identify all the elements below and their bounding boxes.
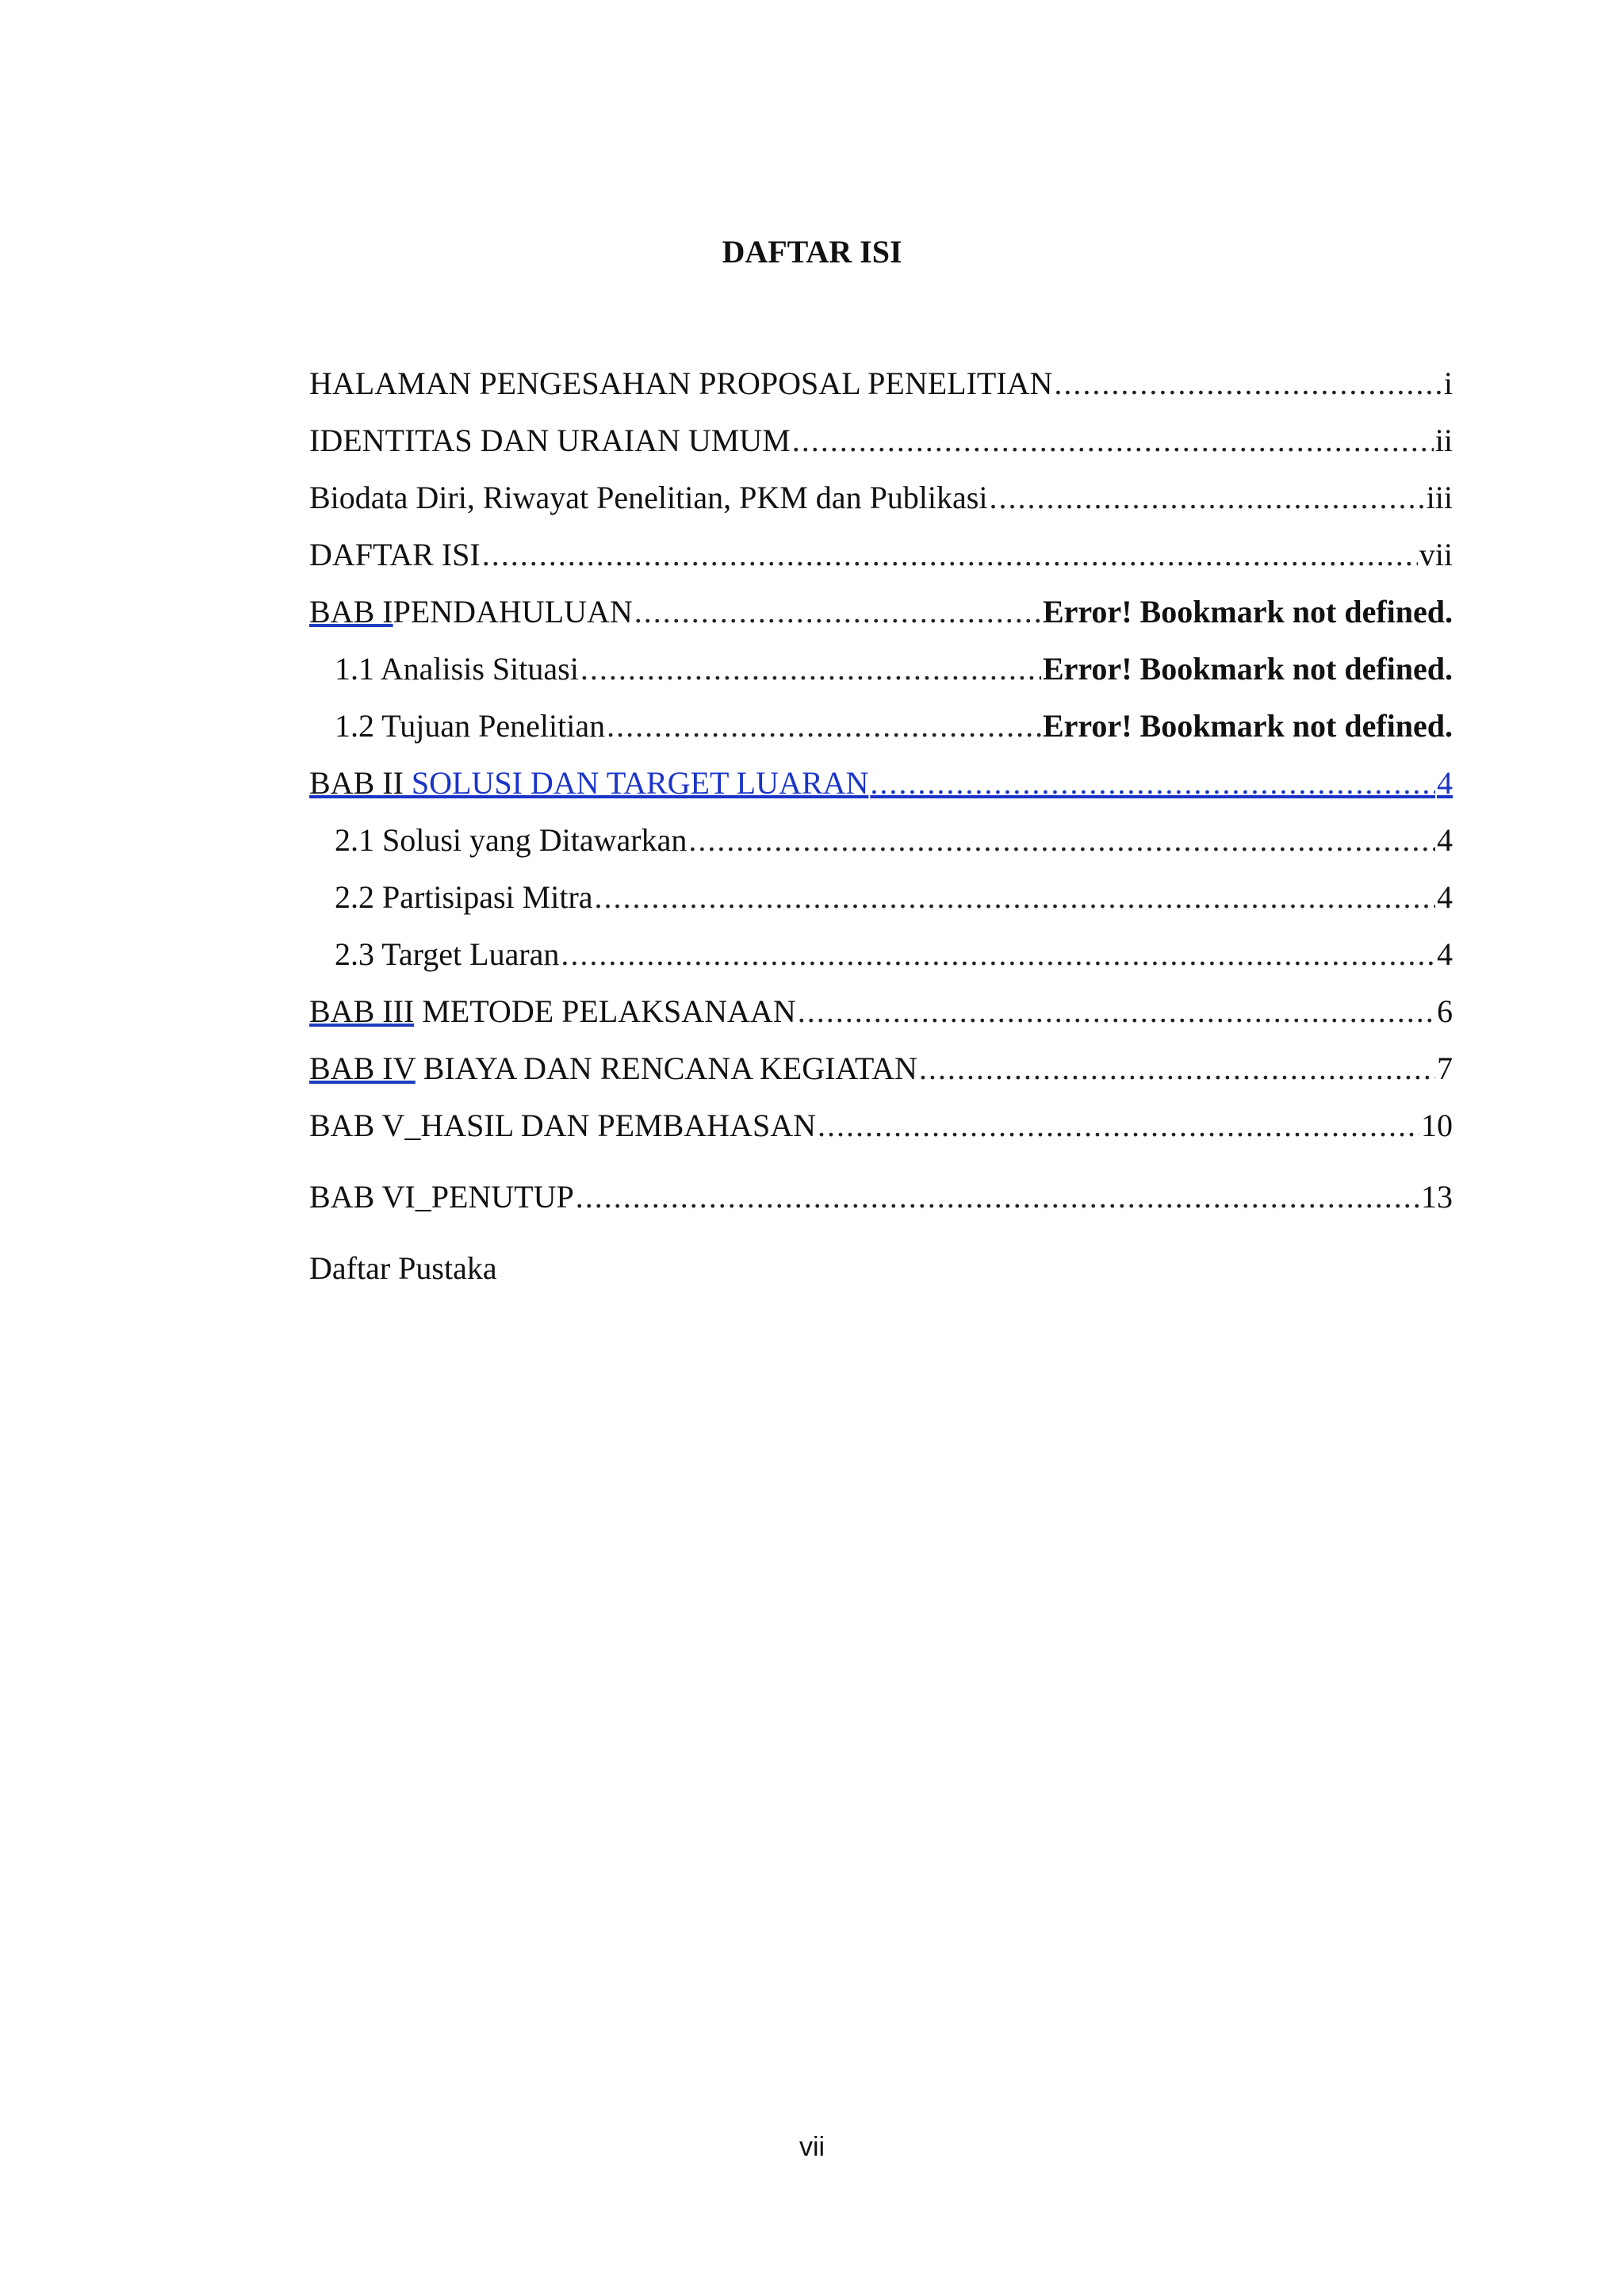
toc-entry-prefix: BAB I <box>309 594 393 629</box>
dot-leader <box>607 706 1041 747</box>
dot-leader <box>595 877 1435 918</box>
toc-entry-bab-3[interactable] <box>309 991 1453 1048</box>
toc-entry-title <box>309 763 868 804</box>
toc-entry-1-1[interactable] <box>309 649 1453 706</box>
toc-entry-2-1[interactable] <box>309 820 1453 877</box>
toc-entry-identitas[interactable] <box>309 420 1453 477</box>
toc-entry-title <box>309 991 796 1032</box>
toc-entry-title: IDENTITAS DAN URAIAN UMUM <box>309 423 791 458</box>
toc-page-number: 4 <box>1437 879 1453 915</box>
toc-error-text: Error! Bookmark not defined. <box>1042 594 1453 629</box>
dot-leader <box>989 477 1424 519</box>
toc-entry-title: BAB V_HASIL DAN PEMBAHASAN <box>309 1108 816 1143</box>
dot-leader <box>580 649 1041 690</box>
dot-leader <box>561 934 1435 975</box>
toc-error-text: Error! Bookmark not defined. <box>1042 708 1453 744</box>
dot-leader <box>634 591 1041 633</box>
toc-page-number: 4 <box>1437 765 1453 801</box>
dot-leader <box>818 1105 1419 1146</box>
toc-entry-prefix: BAB II <box>309 765 404 801</box>
toc-entry-prefix: BAB IV <box>309 1050 416 1086</box>
toc-entry-bab-1[interactable] <box>309 591 1453 649</box>
toc-entry-biodata[interactable] <box>309 477 1453 534</box>
dot-leader <box>1054 363 1442 404</box>
toc-entry-2-2[interactable] <box>309 877 1453 934</box>
toc-entry-title: 1.2 Tujuan Penelitian <box>335 708 606 744</box>
toc-entry-title: 2.3 Target Luaran <box>335 936 560 972</box>
toc-entry-1-2[interactable] <box>309 706 1453 763</box>
toc-entry-rest: PENDAHULUAN <box>393 594 633 629</box>
toc-entry-rest: BIAYA DAN RENCANA KEGIATAN <box>415 1050 917 1086</box>
toc-entry-daftar-isi[interactable] <box>309 534 1453 591</box>
toc-page-number: 4 <box>1437 822 1453 858</box>
toc-entry-title: DAFTAR ISI <box>309 537 481 572</box>
toc-entry-bab-2-link[interactable] <box>309 763 1453 820</box>
daftar-pustaka-label: Daftar Pustaka <box>309 1250 497 1286</box>
toc-entry-title: HALAMAN PENGESAHAN PROPOSAL PENELITIAN <box>309 365 1053 401</box>
toc-page-number: vii <box>1419 537 1453 572</box>
dot-leader <box>870 763 1435 804</box>
table-of-contents <box>309 363 1453 1305</box>
toc-entry-bab-6[interactable] <box>309 1177 1453 1234</box>
page-title: DAFTAR ISI <box>722 234 902 270</box>
toc-page-number: 4 <box>1437 936 1453 972</box>
toc-entry-rest: SOLUSI DAN TARGET LUARAN <box>403 765 869 801</box>
toc-entry-title: 1.1 Analisis Situasi <box>335 651 579 687</box>
dot-leader <box>482 534 1418 576</box>
toc-entry-halaman-pengesahan[interactable] <box>309 363 1453 420</box>
toc-entry-bab-5[interactable] <box>309 1105 1453 1162</box>
toc-entry-title: 2.2 Partisipasi Mitra <box>335 879 593 915</box>
toc-entry-prefix: BAB III <box>309 993 415 1029</box>
toc-page-number: ii <box>1434 423 1453 458</box>
toc-entry-title <box>309 1048 917 1089</box>
toc-page-number: i <box>1443 365 1453 401</box>
toc-entry-2-3[interactable] <box>309 934 1453 991</box>
dot-leader <box>688 820 1435 861</box>
dot-leader <box>798 991 1435 1032</box>
dot-leader <box>576 1177 1419 1218</box>
page-number: vii <box>799 2132 825 2162</box>
toc-entry-bab-4[interactable] <box>309 1048 1453 1105</box>
toc-entry-title <box>309 591 633 633</box>
toc-page-number: 10 <box>1421 1108 1453 1143</box>
toc-entry-title: 2.1 Solusi yang Ditawarkan <box>335 822 688 858</box>
toc-page-number: 7 <box>1437 1050 1453 1086</box>
dot-leader <box>919 1048 1435 1089</box>
toc-page-number: iii <box>1426 480 1453 515</box>
toc-page-number: 6 <box>1437 993 1453 1029</box>
toc-entry-title: BAB VI_PENUTUP <box>309 1179 574 1215</box>
toc-entry-title: Biodata Diri, Riwayat Penelitian, PKM dan Publikasi <box>309 480 988 515</box>
toc-entry-rest: METODE PELAKSANAAN <box>414 993 796 1029</box>
toc-page-number: 13 <box>1421 1179 1453 1215</box>
toc-error-text: Error! Bookmark not defined. <box>1042 651 1453 687</box>
dot-leader <box>792 420 1434 461</box>
